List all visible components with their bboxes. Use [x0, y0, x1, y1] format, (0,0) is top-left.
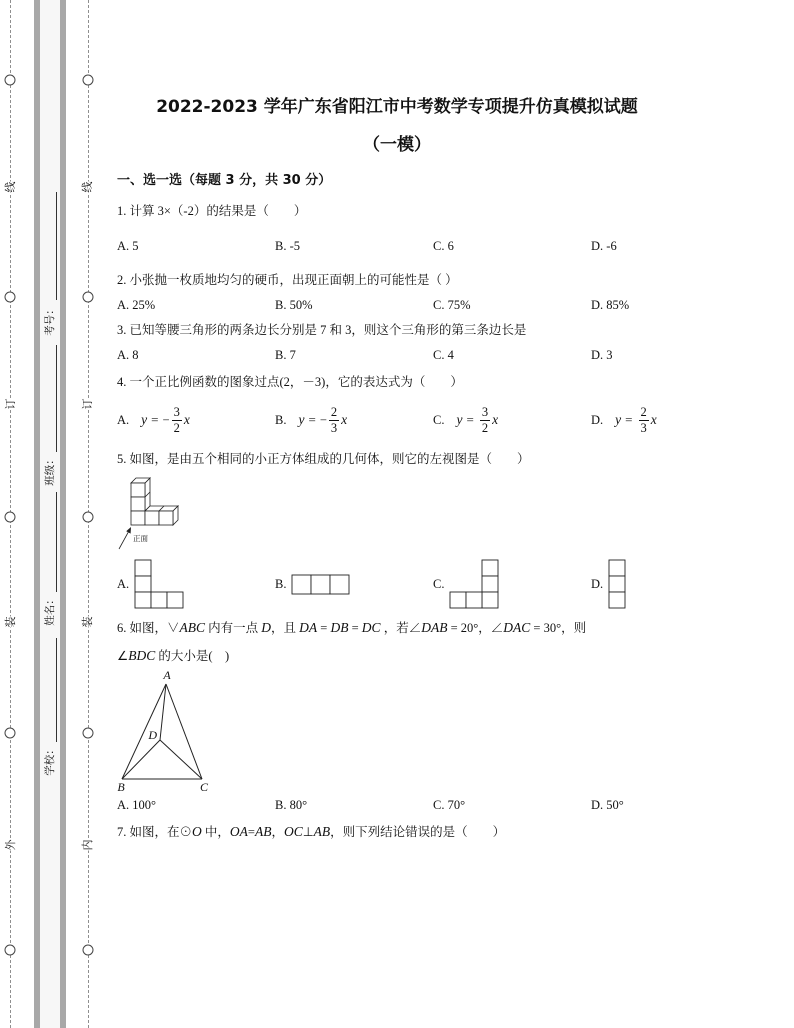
question-3-option-a: A. 8 — [117, 348, 139, 362]
question-4-option-a — [117, 403, 190, 437]
binding-hole-icon — [83, 292, 94, 303]
vertex-label-a: A — [163, 668, 171, 682]
question-2-stem: 2. 小张抛一枚质地均匀的硬币，出现正面朝上的可能性是（ ） — [117, 273, 458, 287]
view-square — [450, 592, 466, 608]
exam-number-blank — [56, 192, 57, 300]
class-blank — [56, 345, 57, 452]
cube-front-face — [145, 511, 159, 525]
question-5-option-d-label: D. — [591, 577, 604, 591]
text-segment: ， — [271, 825, 284, 839]
outer-mark-ding: 订 — [2, 399, 20, 410]
question-5-option-c-figure — [449, 559, 500, 610]
question-6-option-a: A. 100° — [117, 798, 157, 812]
binding-hole-icon — [83, 728, 94, 739]
text-segment: = — [348, 621, 362, 635]
question-5-option-a-figure — [134, 559, 185, 610]
math-symbol: AB — [313, 824, 331, 839]
question-3-stem: 3. 已知等腰三角形的两条边长分别是 7 和 3，则这个三角形的第三条边长是 — [117, 323, 527, 337]
variable-x: x — [341, 412, 348, 427]
segment-ad — [160, 684, 166, 740]
outer-mark-zhuang: 装 — [2, 617, 20, 628]
view-square — [609, 560, 625, 576]
question-1-stem: 1. 计算 3×（-2）的结果是（ ） — [117, 204, 307, 218]
text-segment: 的大小是( ) — [155, 649, 230, 663]
page-subtitle: （一模） — [363, 135, 431, 155]
view-square — [330, 575, 349, 594]
inner-mark-nei: 内 — [79, 840, 97, 851]
fraction — [172, 405, 182, 436]
cube-front-face — [131, 483, 145, 497]
minus-sign: − — [162, 412, 170, 427]
cube-front-face — [159, 511, 173, 525]
option-label: B. — [275, 412, 287, 427]
minus-sign: − — [319, 412, 327, 427]
denominator: 3 — [640, 420, 647, 435]
question-7-stem — [117, 824, 505, 840]
text-segment: = — [317, 621, 331, 635]
text-segment: ⊥ — [302, 825, 314, 839]
variable-x: x — [492, 412, 499, 427]
question-1-option-a: A. 5 — [117, 239, 139, 253]
math-symbol: DC — [361, 620, 381, 635]
binding-hole-icon — [83, 512, 94, 523]
binding-hole-icon — [5, 292, 16, 303]
denominator: 3 — [330, 420, 338, 435]
question-2-option-b: B. 50% — [275, 298, 313, 312]
vertex-label-d: D — [148, 728, 157, 742]
numerator: 3 — [481, 404, 489, 419]
math-symbol: DAC — [503, 620, 531, 635]
cube-front-face — [131, 511, 145, 525]
question-1-option-d: D. -6 — [591, 239, 617, 253]
equals-sign: = — [466, 412, 474, 427]
vertex-label-c: C — [199, 780, 209, 794]
view-square — [482, 576, 498, 592]
view-square — [135, 560, 151, 576]
question-5-option-c-label: C. — [433, 577, 445, 591]
view-square — [466, 592, 482, 608]
view-square — [151, 592, 167, 608]
option-label: A. — [117, 412, 130, 427]
numerator: 2 — [330, 404, 338, 419]
question-1-option-b: B. -5 — [275, 239, 300, 253]
question-6-option-c: C. 70° — [433, 798, 466, 812]
option-formula — [141, 405, 190, 436]
variable-y: y — [615, 412, 622, 427]
exam-number-label: 考号： — [44, 304, 56, 336]
text-segment: = — [247, 825, 255, 839]
equals-sign: = — [151, 412, 159, 427]
segment-ab — [122, 684, 166, 779]
numerator: 2 — [640, 404, 647, 419]
binding-hole-icon — [83, 945, 94, 956]
question-4-stem: 4. 一个正比例函数的图象过点(2，－3)，它的表达式为（ ） — [117, 375, 463, 389]
question-5-option-a-label: A. — [117, 577, 130, 591]
inner-mark-zhuang: 装 — [79, 617, 97, 628]
equals-sign: = — [308, 412, 316, 427]
school-label: 学校： — [44, 744, 56, 776]
variable-x: x — [650, 412, 657, 427]
denominator: 2 — [173, 420, 180, 435]
fraction — [639, 405, 649, 436]
text-segment: ∠ — [117, 649, 129, 663]
text-segment: ，则下列结论错误的是（ ） — [330, 825, 506, 839]
text-segment: 内有一点 — [205, 621, 262, 635]
question-2-option-a: A. 25% — [117, 298, 156, 312]
question-1-option-c: C. 6 — [433, 239, 454, 253]
question-3-option-d: D. 3 — [591, 348, 613, 362]
numerator: 3 — [173, 404, 180, 419]
question-3-option-b: B. 7 — [275, 348, 296, 362]
question-5-option-b-label: B. — [275, 577, 287, 591]
binding-hole-icon — [5, 75, 16, 86]
triangle-figure — [110, 668, 214, 794]
segment-cd — [160, 740, 202, 779]
variable-y: y — [456, 412, 463, 427]
cube-solid-figure — [118, 474, 184, 552]
math-symbol: OA — [229, 824, 248, 839]
text-segment: 6. 如图，∨ — [117, 621, 180, 635]
school-blank — [56, 638, 57, 742]
outer-mark-xian: 线 — [2, 182, 20, 193]
binding-hole-icon — [5, 945, 16, 956]
text-segment: 7. 如图，在⊙ — [117, 825, 193, 839]
binding-hole-icon — [5, 728, 16, 739]
fraction — [480, 405, 490, 436]
fraction — [329, 405, 339, 436]
math-symbol: BDC — [128, 648, 156, 663]
text-segment: = 30°，则 — [530, 621, 587, 635]
view-square — [135, 576, 151, 592]
math-symbol: ABC — [179, 620, 206, 635]
question-3-option-c: C. 4 — [433, 348, 454, 362]
binding-hole-icon — [5, 512, 16, 523]
question-6-stem-line-1 — [117, 620, 586, 636]
inner-mark-xian: 线 — [79, 182, 97, 193]
cube-front-face — [131, 497, 145, 511]
math-symbol: DAB — [421, 620, 448, 635]
view-square — [609, 576, 625, 592]
text-segment: ，若∠ — [380, 621, 422, 635]
segment-bd — [122, 740, 160, 779]
math-symbol: D — [261, 620, 272, 635]
text-segment: 中， — [201, 825, 230, 839]
option-label: C. — [433, 412, 445, 427]
option-label: D. — [591, 412, 604, 427]
class-label: 班级： — [44, 454, 56, 486]
question-5-option-b-figure — [291, 574, 351, 596]
view-square — [135, 592, 151, 608]
question-4-option-c — [433, 403, 498, 437]
question-6-stem-line-2 — [117, 648, 229, 664]
name-label: 姓名： — [44, 594, 56, 626]
text-segment: ，且 — [271, 621, 300, 635]
outer-mark-wai: 外 — [2, 840, 20, 851]
option-formula — [456, 405, 498, 436]
math-symbol: AB — [254, 824, 272, 839]
math-symbol: DB — [330, 620, 349, 635]
section-heading: 一、选一选（每题 3 分，共 30 分） — [117, 173, 332, 188]
question-6-option-d: D. 50° — [591, 798, 624, 812]
question-5-stem: 5. 如图，是由五个相同的小正方体组成的几何体，则它的左视图是（ ） — [117, 452, 530, 466]
view-square — [311, 575, 330, 594]
equals-sign: = — [625, 412, 633, 427]
view-square — [609, 592, 625, 608]
variable-y: y — [298, 412, 305, 427]
question-2-option-d: D. 85% — [591, 298, 630, 312]
front-arrow-icon — [126, 527, 131, 534]
math-symbol: DA — [299, 620, 318, 635]
question-2-option-c: C. 75% — [433, 298, 471, 312]
view-square — [482, 592, 498, 608]
question-4-option-b — [275, 403, 347, 437]
segment-ac — [166, 684, 202, 779]
question-6-option-b: B. 80° — [275, 798, 308, 812]
question-5-option-d-figure — [608, 559, 627, 610]
variable-x: x — [183, 412, 190, 427]
question-4-option-d — [591, 403, 657, 437]
view-square — [167, 592, 183, 608]
binding-hole-icon — [83, 75, 94, 86]
math-symbol: O — [192, 824, 202, 839]
view-square — [482, 560, 498, 576]
view-square — [292, 575, 311, 594]
text-segment: = 20°，∠ — [447, 621, 504, 635]
front-view-label: 正面 — [133, 534, 148, 543]
name-blank — [56, 492, 57, 592]
option-formula — [615, 405, 657, 436]
option-formula — [298, 405, 347, 436]
page-title: 2022-2023 学年广东省阳江市中考数学专项提升仿真模拟试题 — [156, 97, 638, 117]
math-symbol: OC — [283, 824, 303, 839]
inner-mark-ding: 订 — [79, 399, 97, 410]
variable-y: y — [141, 412, 148, 427]
vertex-label-b: B — [117, 780, 125, 794]
denominator: 2 — [481, 420, 489, 435]
